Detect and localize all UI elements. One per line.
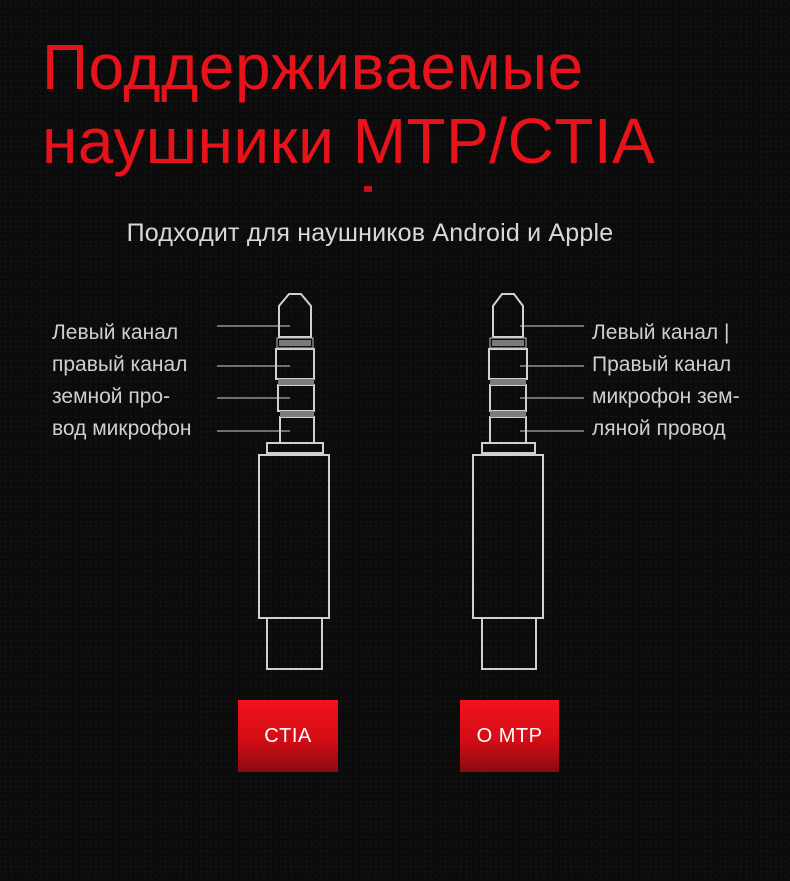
- left-plug-collar: [267, 443, 323, 453]
- right-plug-tail: [482, 618, 536, 669]
- title-line-1: Поддерживаемые: [42, 31, 584, 103]
- right-label-1: Левый канал |: [592, 321, 730, 344]
- right-plug-ring-1: [489, 349, 527, 379]
- right-insulator-1-fill: [492, 340, 524, 346]
- right-plug-tip: [493, 294, 523, 337]
- right-plug-sleeve: [490, 417, 526, 443]
- omtp-badge: O MTP: [460, 700, 559, 772]
- left-plug-labels: [52, 317, 192, 445]
- right-insulator-3: [490, 411, 526, 417]
- left-jack-plug: [217, 294, 329, 669]
- right-label-4: ляной провод: [592, 417, 726, 440]
- right-jack-plug: [473, 294, 584, 669]
- left-plug-tail: [267, 618, 322, 669]
- left-label-4: вод микрофон: [52, 417, 192, 440]
- right-insulator-2: [490, 379, 526, 385]
- left-insulator-1-fill: [279, 340, 311, 346]
- right-plug-collar: [482, 443, 535, 453]
- left-insulator-2: [278, 379, 314, 385]
- left-insulator-3: [280, 411, 314, 417]
- right-label-3: микрофон зем-: [592, 385, 740, 408]
- left-plug-body: [259, 455, 329, 618]
- left-plug-sleeve: [280, 417, 314, 443]
- left-label-2: правый канал: [52, 353, 188, 376]
- right-label-2: Правый канал: [592, 353, 732, 376]
- subtitle: Подходит для наушников Android и Apple: [126, 219, 614, 247]
- left-plug-ring-1: [276, 349, 314, 379]
- left-label-3: земной про-: [52, 385, 171, 408]
- right-plug-body: [473, 455, 543, 618]
- title-line-2: наушники MTP/CTIA: [42, 105, 656, 177]
- left-label-1: Левый канал: [52, 321, 179, 344]
- right-plug-labels: [592, 317, 740, 445]
- left-plug-tip: [279, 294, 311, 337]
- ctia-badge: CTIA: [238, 700, 338, 772]
